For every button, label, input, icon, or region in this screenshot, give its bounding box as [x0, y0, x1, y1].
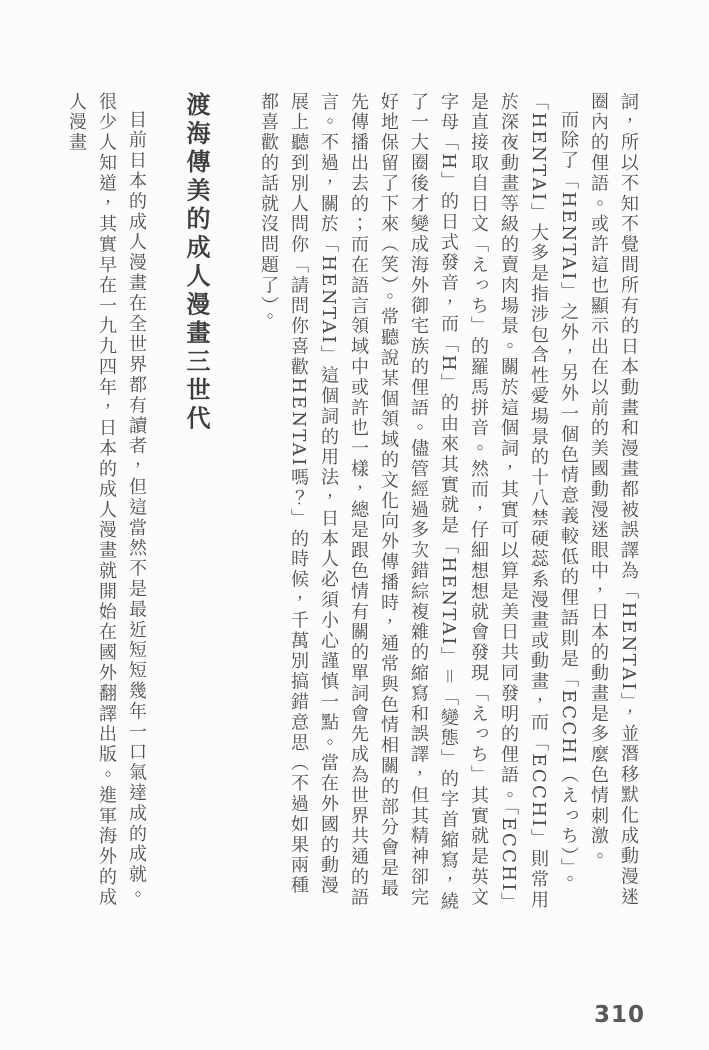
paragraph-overseas-adult-manga: 目前日本的成人漫畫在全世界都有讀者，但這當然不是最近短短幾年一口氣達成的成就。很少人知道，其實早在一九九四年，日本的成人漫畫就開始在國外翻譯出版。進軍海外的成人漫畫: [66, 92, 147, 908]
vertical-text-block: [61, 92, 643, 914]
page-number: 310: [593, 1002, 645, 1028]
section-heading: 渡海傳美的成人漫畫三世代: [182, 92, 211, 434]
paragraph-continued-from-previous-page: 詞，所以不知不覺間所有的日本動畫和漫畫都被誤譯為「HENTAI」，並潛移默化成動漫迷圈內的俚語。或許這也顯示出在以前的美國動漫迷眼中，日本的動畫是多麼色情刺激。: [588, 92, 639, 908]
paragraph-hentai-ecchi: 而除了「HENTAI」之外，另外一個色情意義較低的俚語則是「ECCHI（えっち）」。「HENTAI」大多是指涉包含性愛場景的十八禁硬蕊系漫畫或動畫，而「ECCHI」則常用於深夜動畫等級的賣肉場景。關於這個詞，其實可以算是美日共同發明的俚語。「ECCHI」是直接取自日文「えっち」的羅馬拼音。然而，仔細想想就會發現「えっち」其實就是英文字母「H」的日式發音，而「H」的由來其實就是「HENTAI」＝「變態」的字首縮寫，繞了一大圈後才變成海外御宅族的俚語。儘管經過多次錯綜複雜的縮寫和誤譯，但其精神卻完好地保留了下來（笑）。常聽說某個領域的文化向外傳播時，通常與色情相關的部分會是最先傳播出去的；而在語言領域中或許也一樣，總是跟色情有關的單詞會先成為世界共通的語言。不過，關於「HENTAI」這個詞的用法，日本人必須小心謹慎一點。當在外國的動漫展上聽到別人問你「請問你喜歡HENTAI嗎？」的時候，千萬別搞錯意思（不過如果兩種都喜歡的話就沒問題了）。: [258, 92, 579, 914]
